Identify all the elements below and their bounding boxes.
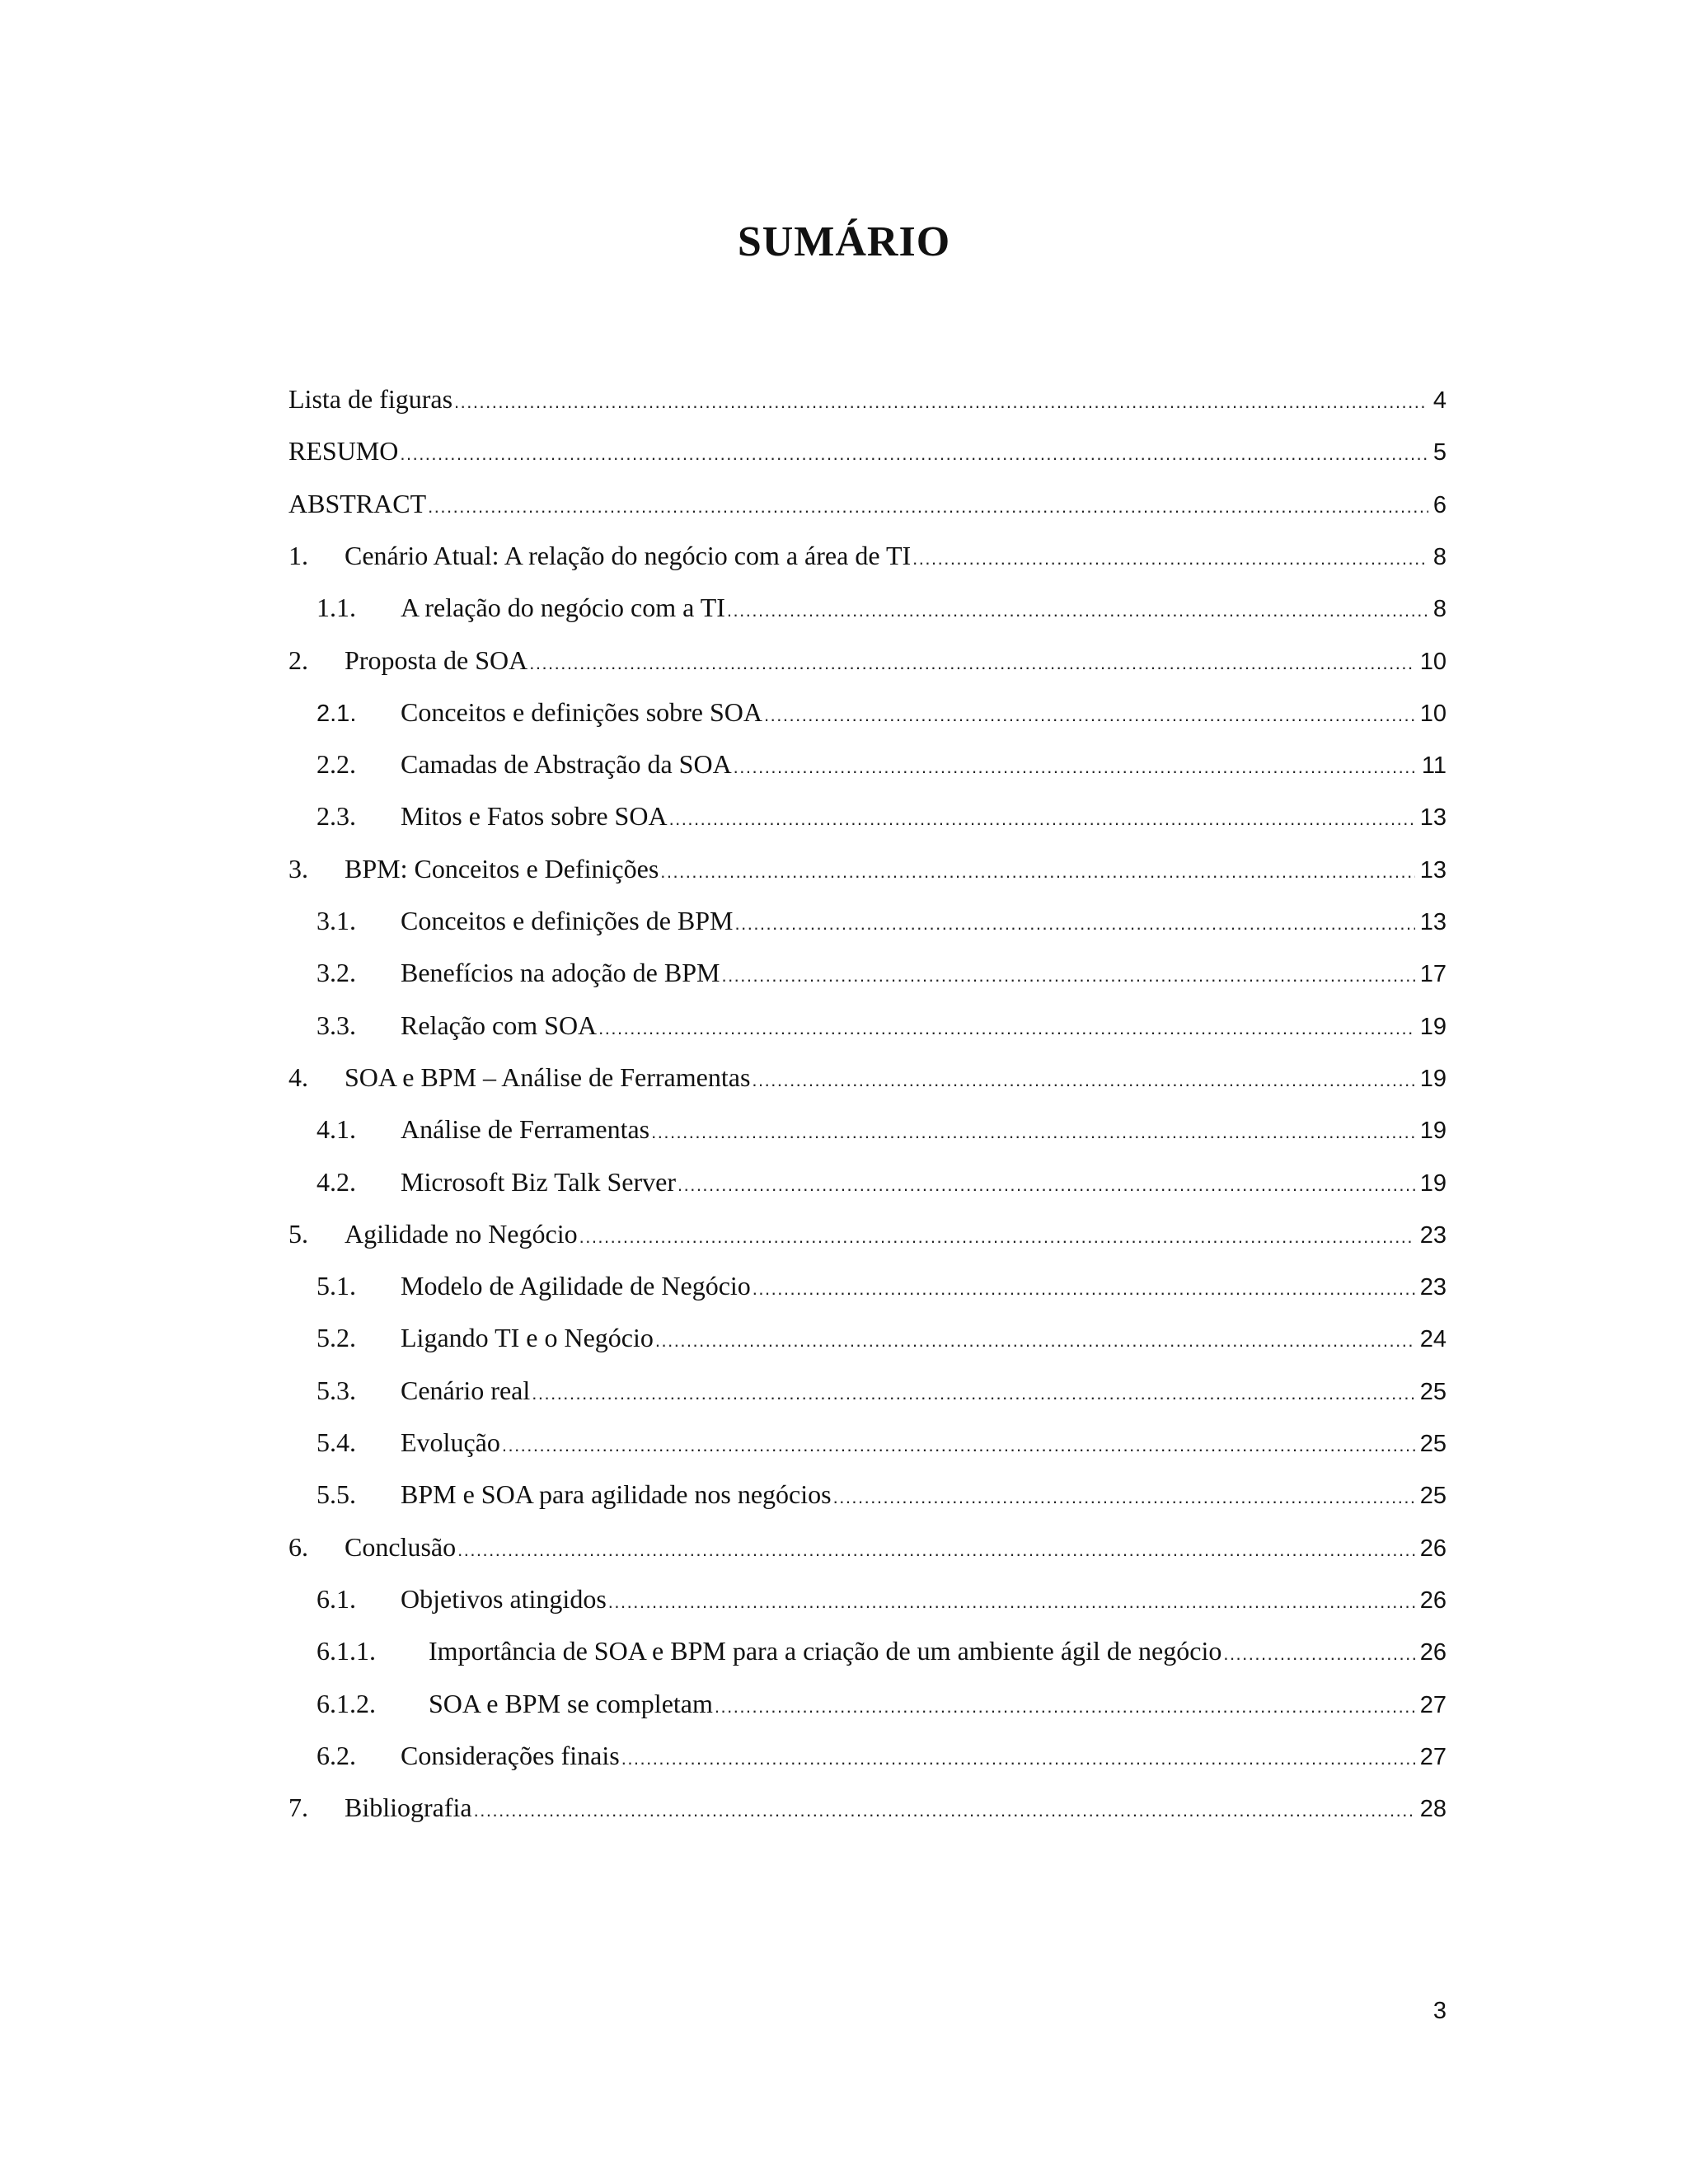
toc-entry-number: 3.1. — [316, 906, 356, 935]
toc-dot-leader — [608, 1581, 1415, 1624]
toc-entry[interactable] — [288, 1212, 1447, 1255]
toc-entry-page: 23 — [1419, 1274, 1447, 1301]
toc-entry[interactable] — [288, 1629, 1447, 1672]
toc-entry-number: 5. — [288, 1218, 308, 1249]
toc-entry-page: 27 — [1419, 1743, 1447, 1770]
toc-dot-leader — [912, 537, 1428, 580]
toc-entry-label: Objetivos atingidos — [401, 1583, 607, 1614]
page-number: 3 — [1432, 1998, 1447, 2024]
toc-entry-label: RESUMO — [288, 436, 399, 466]
toc-entry-label: BPM: Conceitos e Definições — [345, 853, 659, 883]
toc-entry-number: 4. — [288, 1062, 308, 1092]
toc-entry-label: Análise de Ferramentas — [401, 1114, 650, 1145]
toc-entry-page: 27 — [1419, 1691, 1447, 1718]
toc-entry-label: Conceitos e definições sobre SOA — [401, 696, 763, 727]
toc-entry[interactable] — [288, 1369, 1447, 1412]
toc-entry-number: 3.2. — [316, 958, 356, 988]
toc-entry-page: 4 — [1432, 387, 1447, 414]
toc-entry[interactable] — [288, 1264, 1447, 1307]
toc-entry-label: Relação com SOA — [401, 1010, 598, 1040]
toc-entry[interactable] — [288, 482, 1447, 525]
toc-entry-number: 6.1.2. — [316, 1688, 376, 1718]
toc-dot-leader — [1223, 1633, 1414, 1675]
toc-dot-leader — [764, 694, 1415, 737]
toc-entry-number: 6. — [288, 1531, 308, 1562]
toc-dot-leader — [621, 1737, 1415, 1780]
toc-entry[interactable] — [288, 1421, 1447, 1464]
toc-entry[interactable] — [288, 847, 1447, 890]
toc-entry-number: 4.2. — [316, 1166, 356, 1197]
toc-entry-number: 2.1. — [316, 700, 357, 727]
toc-entry[interactable] — [288, 1473, 1447, 1516]
toc-entry-page: 25 — [1419, 1483, 1447, 1510]
toc-entry[interactable] — [288, 743, 1447, 785]
toc-dot-leader — [752, 1059, 1414, 1102]
toc-entry[interactable] — [288, 1108, 1447, 1151]
toc-dot-leader — [715, 1685, 1415, 1728]
toc-entry[interactable] — [288, 1734, 1447, 1777]
toc-entry-number: 6.2. — [316, 1740, 356, 1770]
toc-dot-leader — [502, 1424, 1415, 1467]
toc-entry-page: 19 — [1419, 1118, 1447, 1145]
toc-dot-leader — [660, 851, 1414, 893]
toc-entry-number: 3. — [288, 853, 308, 883]
toc-entry-number: 4.1. — [316, 1114, 356, 1145]
toc-entry[interactable] — [288, 1577, 1447, 1620]
toc-dot-leader — [669, 798, 1415, 841]
toc-entry-page: 10 — [1419, 648, 1447, 675]
toc-entry-label: SOA e BPM – Análise de Ferramentas — [345, 1062, 751, 1092]
toc-entry-page: 13 — [1419, 804, 1447, 832]
toc-entry-page: 5 — [1432, 439, 1447, 466]
toc-entry-page: 25 — [1419, 1431, 1447, 1457]
toc-entry-number: 1.1. — [316, 593, 356, 623]
toc-entry-number: 5.3. — [316, 1375, 356, 1405]
toc-dot-leader — [651, 1111, 1415, 1154]
toc-dot-leader — [457, 1529, 1415, 1572]
toc-entry[interactable] — [288, 639, 1447, 682]
toc-entry-page: 26 — [1419, 1586, 1447, 1614]
toc-entry-page: 26 — [1419, 1639, 1447, 1666]
toc-entry[interactable] — [288, 1526, 1447, 1568]
toc-entry-label: Conceitos e definições de BPM — [401, 906, 734, 935]
toc-entry[interactable] — [288, 951, 1447, 994]
toc-entry-number: 7. — [288, 1793, 308, 1823]
toc-entry-page: 8 — [1432, 543, 1447, 570]
toc-entry-number: 2.2. — [316, 749, 356, 780]
toc-entry[interactable] — [288, 429, 1447, 472]
toc-entry-label: A relação do negócio com a TI — [401, 593, 725, 623]
toc-entry-number: 5.4. — [316, 1427, 356, 1457]
toc-entry-page: 24 — [1419, 1326, 1447, 1353]
toc-entry-label: SOA e BPM se completam — [429, 1688, 713, 1718]
toc-dot-leader — [833, 1476, 1415, 1519]
toc-entry-page: 19 — [1419, 1065, 1447, 1092]
toc-entry-number: 5.2. — [316, 1323, 356, 1353]
toc-entry-page: 19 — [1419, 1169, 1447, 1197]
toc-entry-label: Evolução — [401, 1427, 500, 1457]
toc-entry-number: 3.3. — [316, 1010, 356, 1040]
toc-entry-label: Camadas de Abstração da SOA — [401, 749, 732, 780]
toc-dot-leader — [598, 1007, 1415, 1050]
toc-entry-page: 19 — [1419, 1013, 1447, 1040]
toc-entry-label: Modelo de Agilidade de Negócio — [401, 1271, 751, 1301]
toc-entry-label: Considerações finais — [401, 1740, 620, 1770]
toc-entry-page: 13 — [1419, 856, 1447, 883]
toc-entry-page: 6 — [1432, 491, 1447, 518]
toc-entry-label: Cenário real — [401, 1375, 531, 1405]
toc-entry-number: 6.1.1. — [316, 1636, 376, 1666]
toc-dot-leader — [579, 1216, 1415, 1258]
toc-entry-number: 1. — [288, 540, 308, 570]
toc-entry[interactable] — [288, 1682, 1447, 1725]
toc-dot-leader — [474, 1789, 1415, 1832]
toc-dot-leader — [727, 589, 1428, 632]
toc-entry[interactable] — [288, 1160, 1447, 1203]
toc-entry-page: 23 — [1419, 1221, 1447, 1249]
toc-entry[interactable] — [288, 794, 1447, 837]
toc-entry[interactable] — [288, 1786, 1447, 1829]
toc-entry-label: Mitos e Fatos sobre SOA — [401, 801, 668, 832]
toc-entry-number: 5.1. — [316, 1271, 356, 1301]
toc-entry-page: 25 — [1419, 1378, 1447, 1405]
toc-entry-page: 13 — [1419, 909, 1447, 935]
toc-entry-label: Microsoft Biz Talk Server — [401, 1166, 676, 1197]
toc-entry-number: 5.5. — [316, 1479, 356, 1510]
toc-entry-page: 8 — [1432, 596, 1447, 623]
toc-dot-leader — [721, 954, 1414, 997]
toc-entry[interactable] — [288, 1056, 1447, 1099]
toc-entry-label: Agilidade no Negócio — [345, 1218, 578, 1249]
toc-entry-number: 2. — [288, 644, 308, 675]
toc-entry-page: 11 — [1421, 752, 1447, 780]
toc-dot-leader — [454, 381, 1428, 424]
toc-entry-page: 17 — [1419, 961, 1447, 988]
toc-dot-leader — [428, 485, 1428, 528]
toc-entry-label: Cenário Atual: A relação do negócio com a área de TI — [345, 540, 912, 570]
toc-dot-leader — [529, 642, 1415, 685]
toc-entry-label: Bibliografia — [345, 1793, 472, 1823]
toc-dot-leader — [678, 1164, 1415, 1207]
toc-entry[interactable] — [288, 1316, 1447, 1359]
page-title: SUMÁRIO — [737, 218, 951, 265]
toc-entry-page: 28 — [1419, 1796, 1447, 1823]
toc-entry-number: 6.1. — [316, 1583, 356, 1614]
toc-entry-label: Proposta de SOA — [345, 644, 528, 675]
toc-dot-leader — [734, 746, 1417, 789]
toc-entry-label: Conclusão — [345, 1531, 457, 1562]
toc-entry-page: 26 — [1419, 1535, 1447, 1562]
toc-entry-page: 10 — [1419, 700, 1447, 727]
toc-dot-leader — [753, 1268, 1415, 1310]
toc-entry-label: BPM e SOA para agilidade nos negócios — [401, 1479, 832, 1510]
toc-entry[interactable] — [288, 691, 1447, 733]
toc-dot-leader — [655, 1319, 1415, 1362]
toc-dot-leader — [734, 902, 1414, 945]
toc-entry[interactable] — [288, 377, 1447, 420]
toc-dot-leader — [400, 433, 1428, 476]
toc-dot-leader — [532, 1372, 1414, 1415]
toc-entry-label: Lista de figuras — [288, 384, 453, 414]
toc-entry-label: Ligando TI e o Negócio — [401, 1323, 654, 1353]
toc-entry[interactable] — [288, 534, 1447, 577]
toc-entry-label: Importância de SOA e BPM para a criação de um ambiente ágil de negócio — [429, 1636, 1222, 1666]
toc-entry-number: 2.3. — [316, 801, 356, 832]
toc-entry[interactable] — [288, 899, 1447, 942]
toc-entry[interactable] — [288, 586, 1447, 629]
toc-entry-label: Benefícios na adoção de BPM — [401, 958, 720, 988]
toc-entry[interactable] — [288, 1004, 1447, 1047]
toc-entry-label: ABSTRACT — [288, 488, 427, 518]
